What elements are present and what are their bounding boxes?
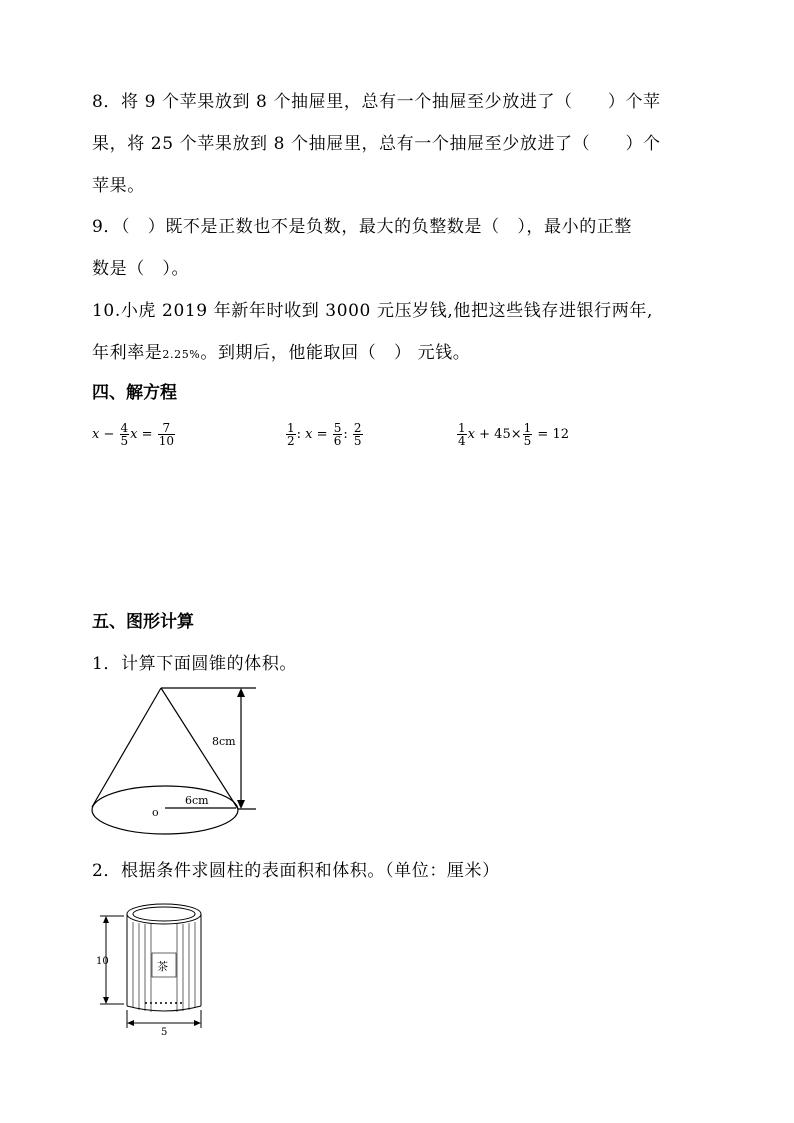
- q10-line1: 10.小虎 2019 年新年时收到 3000 元压岁钱,他把这些钱存进银行两年,: [92, 301, 653, 321]
- eq3-frac2: [523, 422, 533, 447]
- eq3-frac1: [457, 422, 467, 447]
- eq2-n2: 5: [333, 421, 342, 435]
- cone-figure: [86, 682, 266, 840]
- eq1-minus: −: [103, 427, 115, 442]
- eq2-equals: =: [316, 427, 328, 442]
- cylinder-figure: [94, 898, 214, 1038]
- q8-line3: 苹果。: [92, 176, 145, 196]
- eq3-const: 45: [494, 427, 511, 442]
- q10-line2-a: 年利率是: [92, 343, 163, 363]
- eq2-colon1: :: [296, 427, 302, 442]
- eq1-x2: x: [130, 427, 138, 442]
- cylinder-height-label: 10: [96, 956, 109, 967]
- eq3-d1: 4: [458, 434, 466, 448]
- height-arrow-up: [103, 916, 109, 923]
- cone-center-label: o: [152, 806, 159, 819]
- eq3-n1: 1: [458, 421, 466, 435]
- section5-title: 五、图形计算: [92, 612, 194, 632]
- eq2-n1: 1: [287, 421, 295, 435]
- eq1-equals: =: [141, 427, 153, 442]
- cone-height-label: 8cm: [212, 735, 236, 748]
- equation-2: [285, 422, 364, 447]
- eq1-frac2: [158, 422, 175, 447]
- eq1-d2: 10: [158, 434, 174, 448]
- eq3-x: x: [467, 427, 475, 442]
- eq3-equals: =: [537, 427, 549, 442]
- q9-line1: 9．（ ）既不是正数也不是负数，最大的负整数是（ ），最小的正整: [92, 217, 633, 237]
- eq2-colon2: :: [343, 427, 348, 442]
- eq1-n2: 7: [158, 422, 175, 435]
- section5-problem2: 2．根据条件求圆柱的表面积和体积。（单位：厘米）: [92, 861, 500, 881]
- q10-line2-b: 。到期后，他能取回（ ） 元钱。: [200, 343, 471, 363]
- eq3-result: 12: [552, 427, 569, 442]
- q10-rate: 2.25%: [162, 348, 201, 361]
- eq2-d1: 2: [287, 434, 295, 448]
- eq3-n2: 1: [523, 421, 532, 435]
- eq2-frac1: [286, 422, 296, 447]
- equation-1: [92, 422, 176, 447]
- width-arrow-left: [127, 1020, 134, 1026]
- cone-base-ellipse: [92, 786, 238, 834]
- height-arrow-up: [237, 688, 245, 697]
- eq2-frac3: [353, 422, 363, 447]
- eq1-d1: 5: [120, 434, 129, 448]
- section5-problem1: 1．计算下面圆锥的体积。: [92, 654, 298, 674]
- eq2-x: x: [305, 427, 313, 442]
- section4-title: 四、解方程: [92, 383, 177, 403]
- q8-line2: 果，将 25 个苹果放到 8 个抽屉里，总有一个抽屉至少放进了（ ）个: [92, 134, 661, 154]
- eq3-plus: +: [479, 427, 491, 442]
- eq2-frac2: [333, 422, 343, 447]
- eq1-frac1: [120, 422, 130, 447]
- eq1-x: x: [92, 427, 100, 442]
- eq2-n3: 2: [353, 421, 362, 435]
- equation-3: [456, 422, 569, 447]
- q8-line1: 8．将 9 个苹果放到 8 个抽屉里，总有一个抽屉至少放进了（ ）个苹: [92, 92, 661, 112]
- eq1-n1: 4: [120, 421, 129, 435]
- can-label-text: 茶: [157, 960, 168, 973]
- width-arrow-right: [194, 1020, 201, 1026]
- q10-line2: [92, 338, 470, 363]
- eq2-d3: 5: [353, 434, 362, 448]
- cone-radius-label: 6cm: [185, 794, 209, 807]
- q9-line2: 数是（ ）。: [92, 259, 190, 279]
- cylinder-bottom-curve: [127, 1006, 201, 1011]
- cylinder-width-label: 5: [161, 1027, 168, 1038]
- eq3-times: ×: [510, 427, 522, 442]
- cone-right-edge: [161, 688, 238, 809]
- eq2-d2: 6: [333, 434, 342, 448]
- eq3-d2: 5: [523, 434, 532, 448]
- cylinder-top-inner: [133, 907, 195, 921]
- height-arrow-down: [103, 997, 109, 1004]
- cylinder-dots: [145, 1002, 182, 1004]
